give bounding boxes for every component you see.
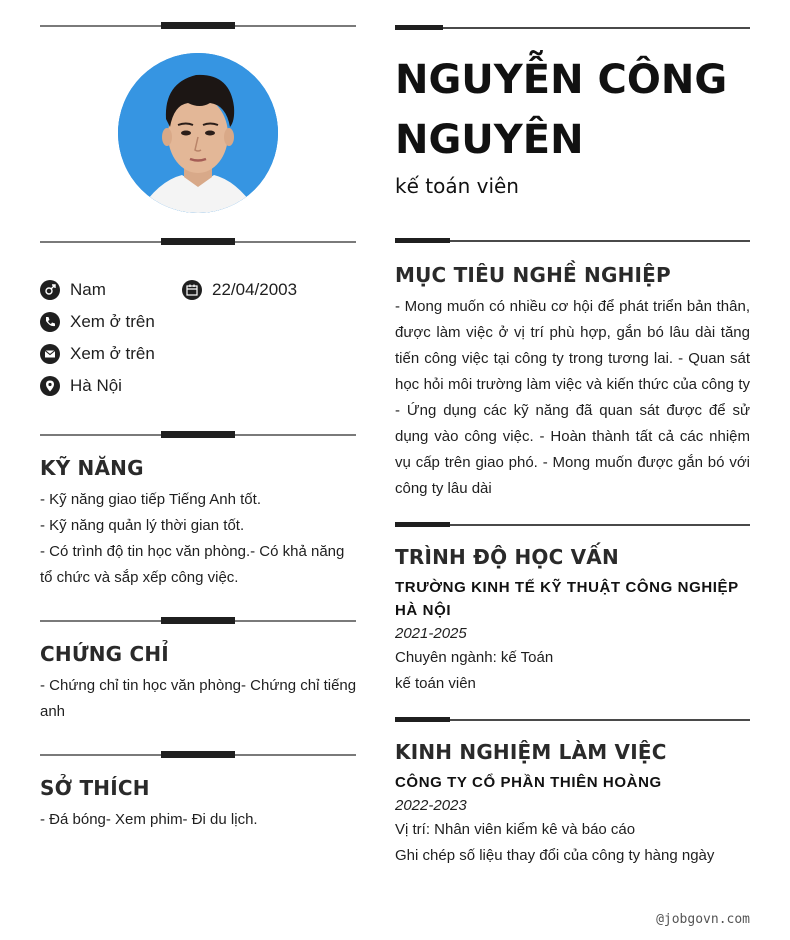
divider-experience (395, 717, 750, 723)
divider-certificates (40, 617, 356, 625)
contact-email (40, 344, 155, 364)
phone-icon (40, 312, 60, 332)
experience-title: KINH NGHIỆM LÀM VIỆC (395, 740, 667, 764)
certificates-title: CHỨNG CHỈ (40, 642, 169, 666)
location-icon (40, 376, 60, 396)
calendar-icon (182, 280, 202, 300)
skills-text: - Kỹ năng giao tiếp Tiếng Anh tốt. - Kỹ năng quản lý thời gian tốt. - Có trình độ tin học văn phòng.- Có khả năng tổ chức và sắp xếp công việc. (40, 491, 345, 586)
divider-objective (395, 238, 750, 244)
objective-title: MỤC TIÊU NGHỀ NGHIỆP (395, 263, 671, 287)
gender-value: Nam (70, 280, 106, 299)
education-major: Chuyên ngành: kế Toán (395, 649, 554, 666)
skills-title: KỸ NĂNG (40, 456, 144, 480)
full-name: NGUYỄN CÔNG NGUYÊN (395, 57, 728, 163)
contact-gender (40, 280, 106, 300)
gender-icon (40, 280, 60, 300)
address-value: Hà Nội (70, 376, 122, 395)
email-value: Xem ở trên (70, 344, 155, 363)
contact-birthdate (182, 280, 297, 300)
education-note: kế toán viên (395, 675, 476, 692)
divider-education (395, 522, 750, 528)
job-title: kế toán viên (395, 174, 519, 198)
divider-skills (40, 431, 356, 439)
birthdate-value: 22/04/2003 (212, 280, 298, 299)
hobbies-text: - Đá bóng- Xem phim- Đi du lịch. (40, 811, 258, 828)
divider-hobbies (40, 751, 356, 759)
contact-phone (40, 312, 155, 332)
education-school: TRƯỜNG KINH TẾ KỸ THUẬT CÔNG NGHIỆP HÀ NỘI (395, 579, 739, 619)
email-icon (40, 344, 60, 364)
education-title: TRÌNH ĐỘ HỌC VẤN (395, 545, 619, 569)
avatar (118, 53, 278, 213)
footer-watermark: @jobgovn.com (656, 912, 750, 927)
certificates-text: - Chứng chỉ tin học văn phòng- Chứng chỉ tiếng anh (40, 677, 357, 720)
divider-top-right (395, 25, 750, 31)
experience-company: CÔNG TY CỔ PHẦN THIÊN HOÀNG (395, 774, 662, 791)
phone-value: Xem ở trên (70, 312, 155, 331)
hobbies-title: SỞ THÍCH (40, 776, 150, 800)
divider-after-avatar (40, 238, 356, 246)
objective-text: - Mong muốn có nhiều cơ hội để phát triển bản thân, được làm việc ở vị trí phù hợp, gắn bó lâu dài tăng tiến công việc tại công ty trong tương lai. - Quan sát học hỏi môi trường làm việc và kiến thức của công ty - Ứng dụng các kỹ năng đã quan sát được để sử dụng vào công việc. - Hoàn thành tất cả các nhiệm vụ cấp trên giao phó. - Mong muốn được gắn bó với công ty lâu dài (395, 298, 750, 497)
experience-position: Vị trí: Nhân viên kiểm kê và báo cáo (395, 821, 636, 838)
education-period: 2021-2025 (395, 625, 467, 642)
contact-address (40, 376, 122, 396)
experience-period: 2022-2023 (395, 797, 467, 814)
divider-top-left (40, 22, 356, 30)
experience-description: Ghi chép số liệu thay đổi của công ty hàng ngày (395, 847, 715, 864)
